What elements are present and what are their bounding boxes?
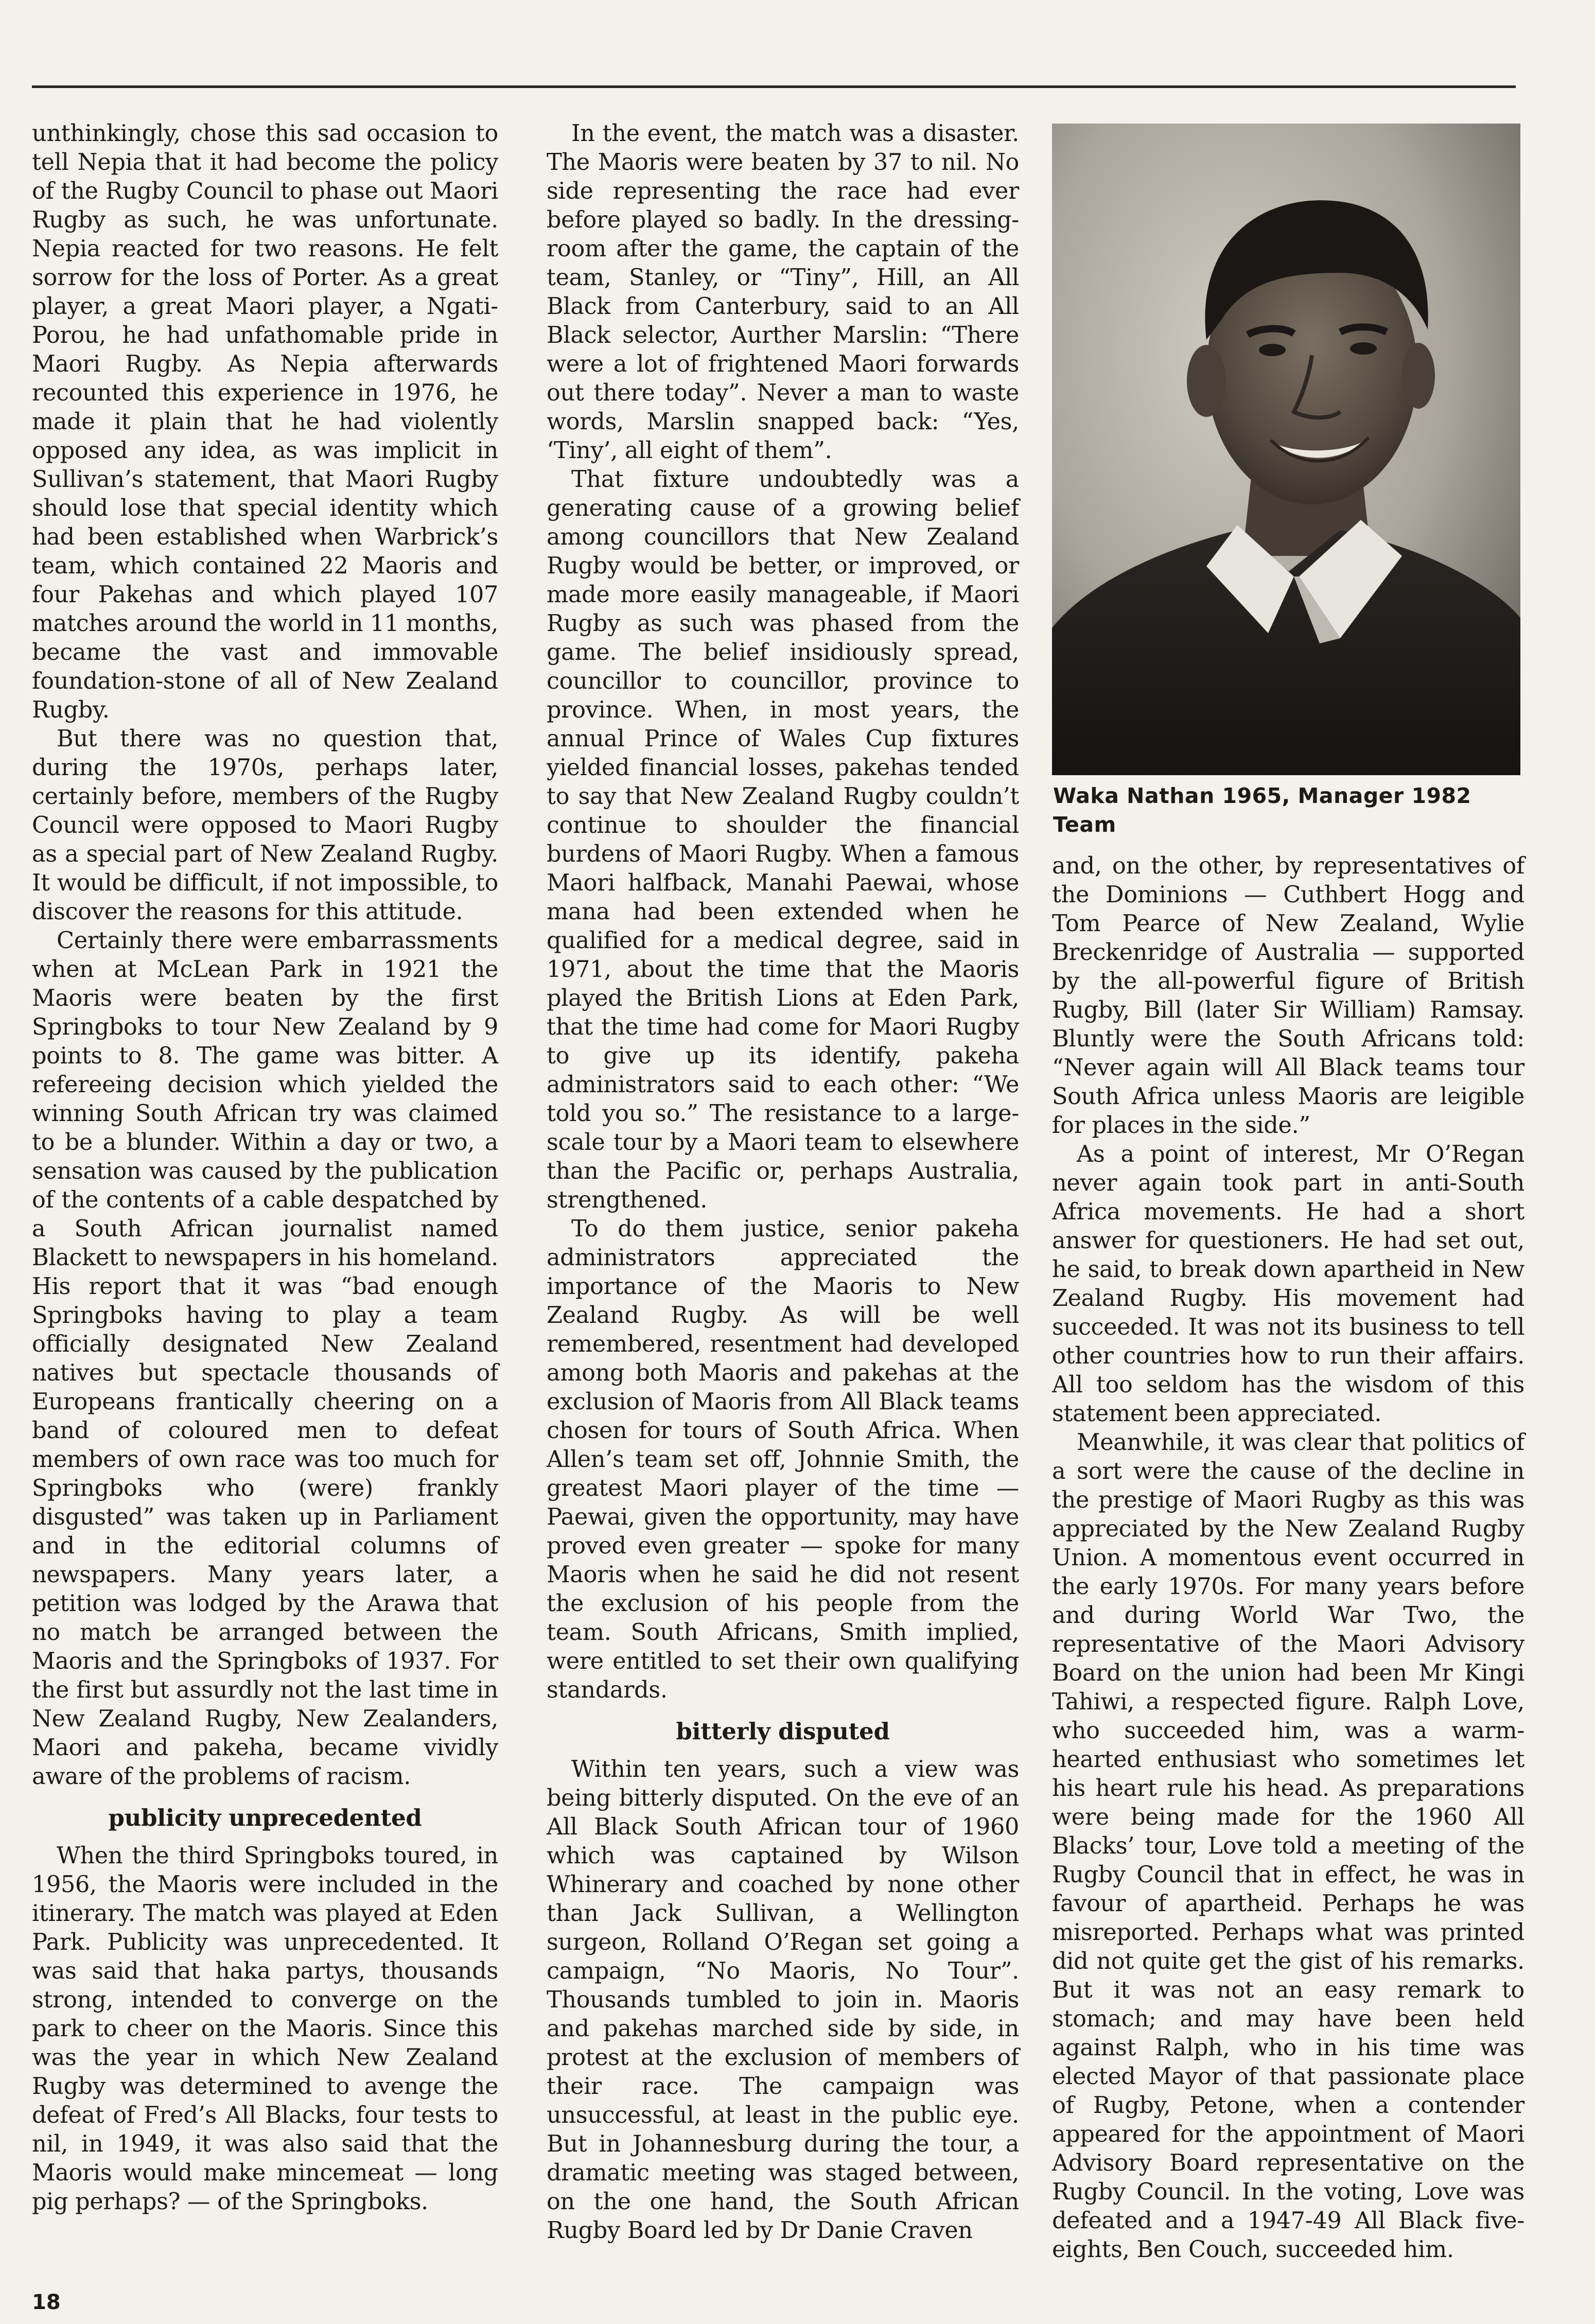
paragraph: and, on the other, by representatives of the Dominions — Cuthbert Hogg and Tom Pearce of New Zealand, Wylie Breckenridge of Australia — supported by the all-powerful figure of British Rugby, Bill (later Sir William) Ramsay. Bluntly were the South Africans told: “Never again will All Black teams tour South Africa unless Maoris are leigible for places in the side.” — [1052, 853, 1524, 1139]
paragraph: unthinkingly, chose this sad occasion to tell Nepia that it had become the policy of the Rugby Council to phase out Maori Rugby as such, he was unfortunate. Nepia reacted for two reasons. He felt sorrow for the loss of Porter. As a great player, a great Maori player, a Ngati-Porou, he had unfathomable pride in Maori Rugby. As Nepia afterwards recounted this experience in 1976, he made it plain that he had violently opposed any idea, as was implicit in Sullivan’s statement, that Maori Rugby should lose that special identity which had been established when Warbrick’s team, which contained 22 Maoris and four Pakehas and which played 107 matches around the world in 11 months, became the vast and immovable foundation-stone of all of New Zealand Rugby. — [32, 120, 498, 723]
portrait-illustration — [1052, 124, 1520, 775]
paragraph: In the event, the match was a disaster. The Maoris were beaten by 37 to nil. No side representing the race had ever before played so badly. In the dressing-room after the game, the captain of the team, Stanley, or “Tiny”, Hill, an All Black from Canterbury, said to an All Black selector, Aurther Marslin: “There were a lot of frightened Maori forwards out there today”. Never a man to waste words, Marslin snapped back: “Yes, ‘Tiny’, all eight of them”. — [547, 120, 1019, 464]
paragraph: Certainly there were embarrassments when at McLean Park in 1921 the Maoris were beaten by the first Springboks to tour New Zealand by 9 points to 8. The game was bitter. A refereeing decision which yielded the winning South African try was claimed to be a blunder. Within a day or two, a sensation was caused by the publication of the contents of a cable despatched by a South African journalist named Blackett to newspapers in his homeland. His report that it was “bad enough Springboks having to play a team officially designated New Zealand natives but spectacle thousands of Europeans frantically cheering on a band of coloured men to defeat members of own race was too much for Springboks who (were) frankly disgusted” was taken up in Parliament and in the editorial columns of newspapers. Many years later, a petition was lodged by the Arawa that no match be arranged between the Maoris and the Springboks of 1937. For the first but assurdly not the last time in New Zealand Rugby, New Zealanders, Maori and pakeha, became vividly aware of the problems of racism. — [32, 928, 498, 1790]
portrait-photo — [1052, 124, 1520, 775]
paragraph: Within ten years, such a view was being bitterly disputed. On the eve of an All Black South African tour of 1960 which was captained by Wilson Whinerary and coached by none other than Jack Sullivan, a Wellington surgeon, Rolland O’Regan set going a campaign, “No Maoris, No Tour”. Thousands tumbled to join in. Maoris and pakehas marched side by side, in protest at the exclusion of members of their race. The campaign was unsuccessful, at least in the public eye. But in Johannesburg during the tour, a dramatic meeting was staged between, on the one hand, the South African Rugby Board led by Dr Danie Craven — [547, 1756, 1019, 2244]
paragraph: To do them justice, senior pakeha administrators appreciated the importance of the Maoris to New Zealand Rugby. As will be well remembered, resentment had developed among both Maoris and pakehas at the exclusion of Maoris from All Black teams chosen for tours of South Africa. When Allen’s team set off, Johnnie Smith, the greatest Maori player of the time — Paewai, given the opportunity, may have proved even greater — spoke for many Maoris when he said he did not resent the exclusion of his people from the team. South Africans, Smith implied, were entitled to set their own qualifying standards. — [547, 1216, 1019, 1703]
section-heading: bitterly disputed — [676, 1718, 890, 1745]
paragraph: As a point of interest, Mr O’Regan never again took part in anti-South Africa movements. He had a short answer for questioners. He had set out, he said, to break down apartheid in New Zealand Rugby. His movement had succeeded. It was not its business to tell other countries how to run their affairs. All too seldom has the wisdom of this statement been appreciated. — [1052, 1141, 1524, 1427]
paragraph: When the third Springboks toured, in 1956, the Maoris were included in the itinerary. The match was played at Eden Park. Publicity was unprecedented. It was said that haka partys, thousands strong, intended to converge on the park to cheer on the Maoris. Since this was the year in which New Zealand Rugby was determined to avenge the defeat of Fred’s All Blacks, four tests to nil, in 1949, it was also said that the Maoris would make mincemeat — long pig perhaps? — of the Springboks. — [32, 1843, 498, 2215]
section-heading: publicity unprecedented — [108, 1804, 422, 1831]
article-column-3 — [1052, 852, 1524, 2264]
photo-caption: Waka Nathan 1965, Manager 1982 Team — [1053, 783, 1471, 837]
paragraph: That fixture undoubtedly was a generating cause of a growing belief among councillors that New Zealand Rugby would be better, or improved, or made more easily manageable, if Maori Rugby as such was phased from the game. The belief insidiously spread, councillor to councillor, province to province. When, in most years, the annual Prince of Wales Cup fixtures yielded financial losses, pakehas tended to say that New Zealand Rugby couldn’t continue to shoulder the financial burdens of Maori Rugby. When a famous Maori halfback, Manahi Paewai, whose mana had been extended when he qualified for a medical degree, said in 1971, about the time that the Maoris played the British Lions at Eden Park, that the time had come for Maori Rugby to give up its identify, pakeha administrators said to each other: “We told you so.” The resistance to a large-scale tour by a Maori team to elsewhere than the Pacific or, perhaps Australia, strengthened. — [547, 466, 1019, 1213]
paragraph: Meanwhile, it was clear that politics of a sort were the cause of the decline in the prestige of Maori Rugby as this was appreciated by the New Zealand Rugby Union. A momentous event occurred in the early 1970s. For many years before and during World War Two, the representative of the Maori Advisory Board on the union had been Mr Kingi Tahiwi, a respected figure. Ralph Love, who succeeded him, was a warm-hearted enthusiast who sometimes let his heart rule his head. As preparations were being made for the 1960 All Blacks’ tour, Love told a meeting of the Rugby Council that in effect, he was in favour of apartheid. Perhaps he was misreported. Perhaps what was printed did not quite get the gist of his remarks. But it was not an easy remark to stomach; and may have been held against Ralph, who in his time was elected Mayor of that passionate place of Rugby, Petone, when a contender appeared for the appointment of Maori Advisory Board representative on the Rugby Council. In the voting, Love was defeated and a 1947-49 All Black five-eights, Ben Couch, succeeded him. — [1052, 1429, 1524, 2263]
paragraph: But there was no question that, during the 1970s, perhaps later, certainly before, members of the Rugby Council were opposed to Maori Rugby as a special part of New Zealand Rugby. It would be difficult, if not impossible, to discover the reasons for this attitude. — [32, 726, 498, 925]
article-column-2 — [547, 119, 1019, 2245]
page-number: 18 — [32, 2291, 61, 2314]
header-rule — [32, 85, 1516, 88]
article-column-1 — [32, 119, 498, 2216]
